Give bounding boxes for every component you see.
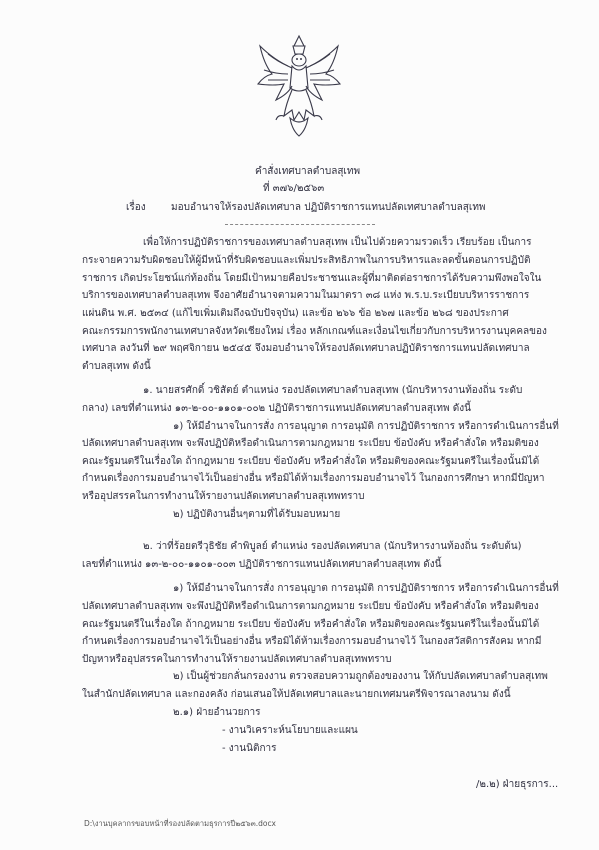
body-line: เพื่อให้การปฏิบัติราชการของเทศบาลตำบลสุเทพ เป็นไปด้วยความรวดเร็ว เรียบร้อย เป็นการ xyxy=(143,237,532,248)
body-line: ๑) ให้มีอำนาจในการสั่ง การอนุญาต การอนุมัติ การปฏิบัติราชการ หรือการดำเนินการอื่นที่ xyxy=(173,421,559,432)
body-line: ปัญหาหรืออุปสรรคในการทำงานให้รายงานปลัดเทศบาลตำบลสุเทพทราบ xyxy=(82,654,392,665)
body-line: เลขที่ตำแหน่ง ๑๓-๒-๐๐-๑๑๐๑-๐๐๓ ปฏิบัติราชการแทนปลัดเทศบาลตำบลสุเทพ ดังนี้ xyxy=(82,559,442,570)
garuda-emblem-icon xyxy=(254,30,344,140)
item-1-heading: ๑. นายสรศักดิ์ วชิสัตย์ ตำแหน่ง รองปลัดเทศบาลตำบลสุเทพ (นักบริหารงานท้องถิ่น ระดับ xyxy=(143,385,523,396)
body-line: หรืออุปสรรคในการทำงานให้รายงานปลัดเทศบาลตำบลสุเทพทราบ xyxy=(82,491,365,502)
body-line: ราชการ เกิดประโยชน์แก่ท้องถิ่น โดยมีเป้าหมายคือประชาชนและผู้ที่มาติดต่อราชการได้รับความพึงพอใจใน xyxy=(82,273,542,284)
subject-label: เรื่อง xyxy=(126,202,146,213)
list-item: - งานนิติการ xyxy=(222,743,277,754)
body-line: ๒) ปฏิบัติงานอื่นๆตามที่ได้รับมอบหมาย xyxy=(173,509,341,520)
body-line: คณะรัฐมนตรีในเรื่องใด ถ้ากฎหมาย ระเบียบ ข้อบังคับ หรือคำสั่งใด หรือมติของคณะรัฐมนตรีในเรื่องนั้นมิได้ xyxy=(82,456,540,467)
sub-heading: ๒.๑) ฝ่ายอำนวยการ xyxy=(173,707,261,718)
body-line: กลาง) เลขที่ตำแหน่ง ๑๓-๒-๐๐-๑๑๐๑-๐๐๒ ปฏิบัติราชการแทนปลัดเทศบาลตำบลสุเทพ ดังนี้ xyxy=(82,403,472,414)
file-path: D:\งานบุคลากรขอบหน้าที่รองปลัดตามธุรการปี๒๕๖๓.docx xyxy=(84,819,277,828)
body-line: ปลัดเทศบาลตำบลสุเทพ จะพึงปฏิบัติหรือดำเนินการตามกฎหมาย ระเบียบ ข้อบังคับ หรือคำสั่งใด หรือมติของ xyxy=(82,601,539,612)
subject-divider xyxy=(225,224,375,225)
body-line: ในสำนักปลัดเทศบาล และกองคลัง ก่อนเสนอให้ปลัดเทศบาลและนายกเทศมนตรีพิจารณาลงนาม ดังนี้ xyxy=(82,689,511,700)
list-item: - งานวิเคราะห์นโยบายและแผน xyxy=(222,725,358,736)
body-line: แผ่นดิน พ.ศ. ๒๕๓๔ (แก้ไขเพิ่มเติมถึงฉบับปัจจุบัน) และข้อ ๒๖๖ ข้อ ๒๖๗ และข้อ ๒๖๘ ของประกาศ xyxy=(82,308,509,319)
continue-marker: /๒.๒) ฝ่ายธุรการ... xyxy=(476,779,559,790)
body-line: ปลัดเทศบาลตำบลสุเทพ จะพึงปฏิบัติหรือดำเนินการตามกฎหมาย ระเบียบ ข้อบังคับ หรือคำสั่งใด หรือมติของ xyxy=(82,438,539,449)
order-org: คำสั่งเทศบาลตำบลสุเทพ xyxy=(255,166,361,177)
subject-text: มอบอำนาจให้รองปลัดเทศบาล ปฏิบัติราชการแทนปลัดเทศบาลตำบลสุเทพ xyxy=(171,202,486,213)
body-line: บริการของเทศบาลตำบลสุเทพ จึงอาศัยอำนาจตามความในมาตรา ๓๘ แห่ง พ.ร.บ.ระเบียบบริหารราชการ xyxy=(82,290,530,301)
body-line: ๒) เป็นผู้ช่วยกลั่นกรองงาน ตรวจสอบความถูกต้องของงาน ให้กับปลัดเทศบาลตำบลสุเทพ xyxy=(173,671,548,682)
body-line: กำหนดเรื่องการมอบอำนาจไว้เป็นอย่างอื่น หรือมิได้ห้ามเรื่องการมอบอำนาจไว้ ในกองสวัสดิการสังคม หากมี xyxy=(82,636,542,647)
body-line: คณะกรรมการพนักงานเทศบาลจังหวัดเชียงใหม่ เรื่อง หลักเกณฑ์และเงื่อนไขเกี่ยวกับการบริหารงานบุคคลของ xyxy=(82,326,547,337)
body-line: กระจายความรับผิดชอบให้ผู้มีหน้าที่รับผิดชอบและเพิ่มประสิทธิภาพในการบริหารและลดขั้นตอนการปฏิบัติ xyxy=(82,255,531,266)
body-line: เทศบาล ลงวันที่ ๒๙ พฤศจิกายน ๒๕๔๕ จึงมอบอำนาจให้รองปลัดเทศบาลปฏิบัติราชการแทนปลัดเทศบาล xyxy=(82,343,530,354)
body-line: กำหนดเรื่องการมอบอำนาจไว้เป็นอย่างอื่น หรือมิได้ห้ามเรื่องการมอบอำนาจไว้ ในกองการศึกษา หากมีปัญหา xyxy=(82,473,545,484)
body-line: ตำบลสุเทพ ดังนี้ xyxy=(82,361,151,372)
item-2-heading: ๒. ว่าที่ร้อยตรีวุธิชัย คำพิบูลย์ ตำแหน่ง รองปลัดเทศบาล (นักบริหารงานท้องถิ่น ระดับต้น) xyxy=(143,541,522,552)
order-number: ที่ ๓๗๖/๒๕๖๓ xyxy=(263,183,325,194)
body-line: คณะรัฐมนตรีในเรื่องใด ถ้ากฎหมาย ระเบียบ ข้อบังคับ หรือคำสั่งใด หรือมติของคณะรัฐมนตรีในเรื่องนั้นมิได้ xyxy=(82,619,540,630)
body-line: ๑) ให้มีอำนาจในการสั่ง การอนุญาต การอนุมัติ การปฏิบัติราชการ หรือการดำเนินการอื่นที่ xyxy=(173,583,559,594)
